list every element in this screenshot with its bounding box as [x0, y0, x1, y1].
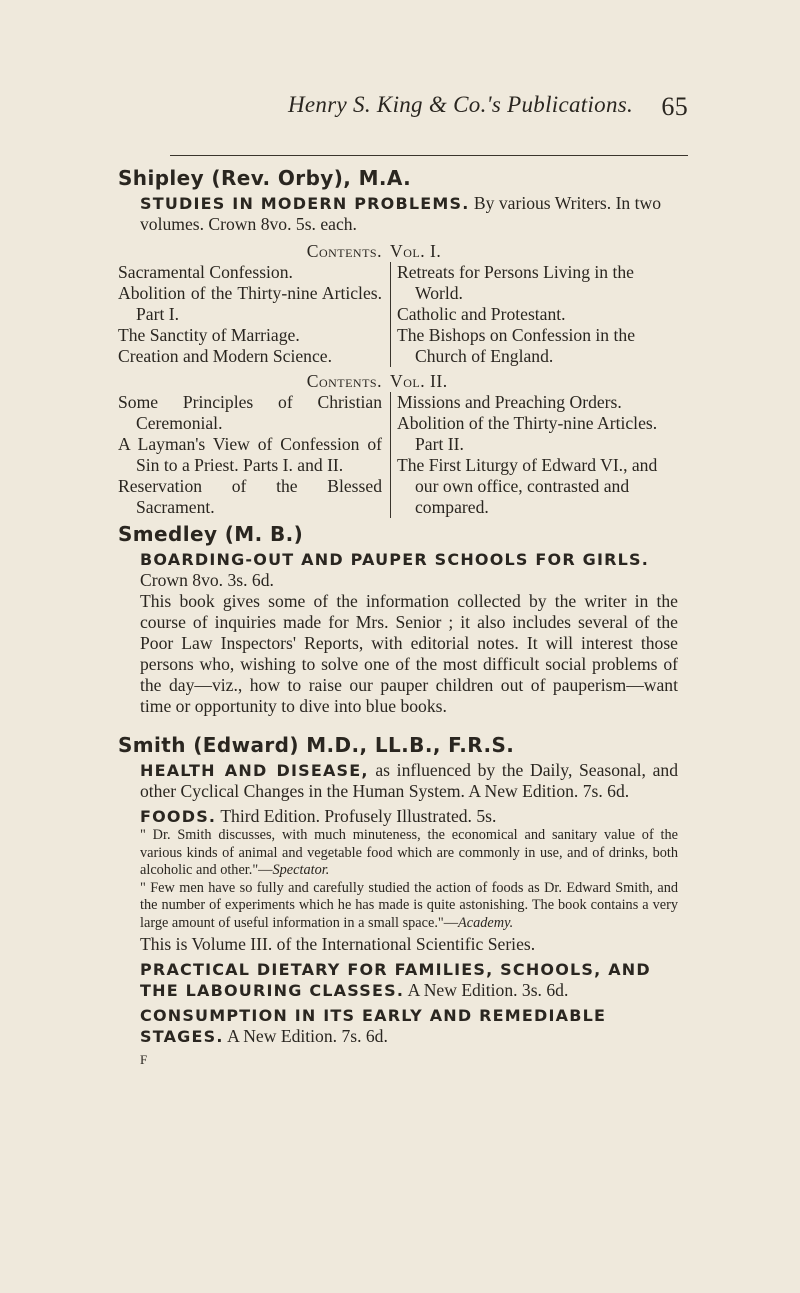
series-note: This is Volume III. of the International Scientific Series. [140, 934, 536, 954]
book-description: A New Edition. 7s. 6d. [227, 1026, 388, 1046]
book-title: STUDIES IN MODERN PROBLEMS. [140, 194, 470, 213]
book-entry [118, 549, 678, 591]
contents-item: Sacramental Confession. [118, 262, 293, 282]
book-title: CONSUMPTION IN ITS EARLY AND REMEDIABLE STAGES. [140, 1006, 607, 1046]
contents-item: A Layman's View of Confession of Sin to a Priest. Parts I. and II. [118, 434, 382, 475]
book-title: FOODS. [140, 807, 217, 826]
contents-item: Abolition of the Thirty-nine Articles. Part II. [397, 413, 658, 454]
book-entry [118, 193, 678, 235]
contents-label: Contents. [306, 241, 382, 261]
book-title: HEALTH AND DISEASE, [140, 761, 369, 780]
book-entry [118, 806, 678, 827]
quote-source: Academy. [458, 914, 514, 931]
contents-item: Catholic and Protestant. [397, 304, 566, 324]
contents-right-column [390, 392, 678, 518]
author-heading: Smedley (M. B.) [118, 522, 304, 546]
contents-item: Creation and Modern Science. [118, 346, 332, 366]
book-description: This book gives some of the information collected by the writer in the course of inquiries made for Mrs. Senior ; it also includes several of the Poor Law Inspectors' Reports, with editorial notes. It will interest those persons who, wishing to solve one of the most difficult social problems of the day—viz., how to raise our pauper children out of pauperism—want time or opportunity to dive into blue books. [140, 591, 678, 716]
book-description: A New Edition. 3s. 6d. [407, 980, 569, 1000]
book-price: Crown 8vo. 3s. 6d. [140, 570, 274, 590]
signature-mark: F [140, 1052, 148, 1067]
book-title: PRACTICAL DIETARY FOR FAMILIES, SCHOOLS, AND THE LABOURING CLASSES. [140, 960, 651, 1000]
book-description: By various Writers. In two volumes. Crown 8vo. 5s. each. [140, 193, 662, 234]
contents-item: Abolition of the Thirty-nine Articles. Part I. [118, 283, 382, 324]
contents-right-column [390, 262, 678, 367]
book-description: as influenced by the Daily, Seasonal, and other Cyclical Changes in the Human System. A New Edition. 7s. 6d. [140, 760, 679, 801]
contents-heading-vol2 [118, 371, 678, 392]
entry-smith [118, 735, 678, 1070]
contents-item: Retreats for Persons Living in the World. [397, 262, 634, 303]
book-title: BOARDING-OUT AND PAUPER SCHOOLS FOR GIRLS. [140, 550, 650, 569]
review-quote [118, 880, 678, 933]
contents-item: The First Liturgy of Edward VI., and our own office, contrasted and compared. [397, 455, 658, 517]
book-entry [118, 1005, 678, 1047]
contents-left-column [118, 262, 390, 367]
page-content [118, 168, 678, 1070]
contents-columns-vol1 [118, 262, 678, 367]
contents-item: Missions and Preaching Orders. [397, 392, 622, 412]
book-description: Third Edition. Profusely Illustrated. 5s. [220, 806, 497, 826]
contents-heading-vol1 [118, 241, 678, 262]
quote-source: Spectator. [272, 862, 330, 878]
author-heading: Smith (Edward) M.D., LL.B., F.R.S. [118, 733, 515, 757]
contents-item: Reservation of the Blessed Sacrament. [118, 476, 382, 517]
entry-smedley [118, 524, 678, 717]
volume-label: Vol. I. [390, 241, 442, 261]
contents-left-column [118, 392, 390, 518]
author-heading: Shipley (Rev. Orby), M.A. [118, 166, 412, 190]
entry-shipley [118, 168, 678, 518]
quote-text: " Dr. Smith discusses, with much minuteness, the economical and sanitary value of the various kinds of animal and vegetable food which are commonly in use, and of drinks, both alcoholic and other."— [140, 827, 678, 878]
contents-columns-vol2 [118, 392, 678, 518]
book-entry [118, 959, 678, 1001]
running-head-title: Henry S. King & Co.'s Publications. [288, 92, 634, 117]
header-rule [170, 155, 688, 156]
quote-text: " Few men have so fully and carefully studied the action of foods as Dr. Edward Smith, and the number of experiments which he has made is quite astonishing. The book contains a very large amount of useful information in a small space."— [140, 879, 678, 931]
contents-item: Some Principles of Christian Ceremonial. [118, 392, 382, 433]
contents-item: The Sanctity of Marriage. [118, 325, 300, 345]
volume-label: Vol. II. [390, 371, 448, 391]
contents-item: The Bishops on Confession in the Church of England. [397, 325, 635, 366]
page-number: 65 [661, 92, 688, 121]
contents-label: Contents. [306, 371, 382, 391]
book-entry [118, 760, 678, 802]
review-quote [118, 827, 678, 880]
